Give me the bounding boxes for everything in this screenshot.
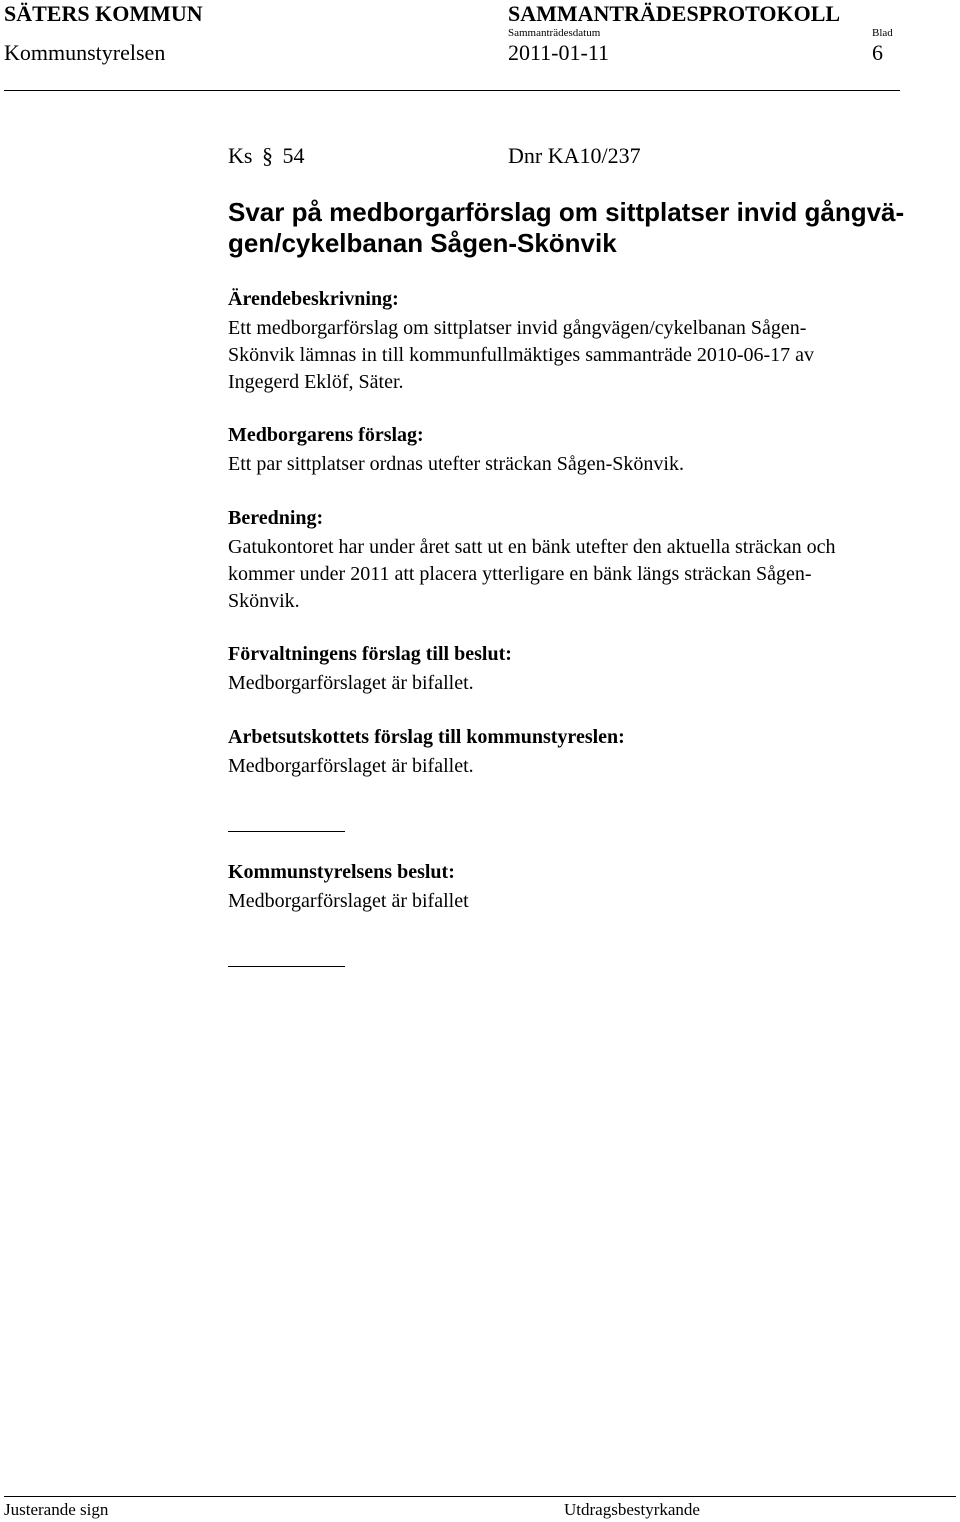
paragraph-line: Medborgarförslaget är bifallet. bbox=[228, 672, 474, 694]
protocol-title: SAMMANTRÄDESPROTOKOLL bbox=[508, 1, 841, 26]
paragraph-line: Medborgarförslaget är bifallet bbox=[228, 890, 469, 912]
separator-rule bbox=[228, 966, 345, 967]
body-name: Kommunstyrelsen bbox=[4, 40, 166, 65]
separator-rule bbox=[228, 831, 345, 832]
section-heading-forvaltningens-forslag: Förvaltningens förslag till beslut: bbox=[228, 643, 512, 665]
section-symbol: § bbox=[261, 143, 273, 168]
meeting-date: 2011-01-11 bbox=[508, 40, 610, 65]
section-heading-beredning: Beredning: bbox=[228, 507, 324, 529]
organization-name: SÄTERS KOMMUN bbox=[4, 1, 203, 26]
case-number bbox=[228, 143, 304, 169]
paragraph-line: Gatukontoret har under året satt ut en bänk utefter den aktuella sträckan och bbox=[228, 536, 836, 558]
document-title-line-2: gen/cykelbanan Sågen-Skönvik bbox=[228, 228, 617, 258]
paragraph-line: kommer under 2011 att placera ytterligare en bänk längs sträckan Sågen- bbox=[228, 563, 812, 585]
case-number-label: Ks bbox=[228, 143, 253, 168]
section-heading-kommunstyrelsens-beslut: Kommunstyrelsens beslut: bbox=[228, 861, 455, 883]
section-heading-medborgarens-forslag: Medborgarens förslag: bbox=[228, 424, 424, 446]
section-heading-arendebeskrivning: Ärendebeskrivning: bbox=[228, 288, 399, 310]
document-title-line-1: Svar på medborgarförslag om sittplatser invid gångvä- bbox=[228, 197, 905, 227]
paragraph-line: Ingegerd Eklöf, Säter. bbox=[228, 371, 404, 393]
paragraph-line: Medborgarförslaget är bifallet. bbox=[228, 755, 474, 777]
paragraph-line: Skönvik lämnas in till kommunfullmäktiges sammanträde 2010-06-17 av bbox=[228, 344, 815, 366]
footer-rule bbox=[4, 1496, 956, 1497]
case-number-value: 54 bbox=[282, 143, 305, 168]
page-label: Blad bbox=[872, 27, 893, 39]
paragraph-line: Ett medborgarförslag om sittplatser invid gångvägen/cykelbanan Sågen- bbox=[228, 317, 807, 339]
section-heading-arbetsutskottets-forslag: Arbetsutskottets förslag till kommunstyreslen: bbox=[228, 726, 625, 748]
date-label: Sammanträdesdatum bbox=[508, 27, 601, 39]
case-reference: Dnr KA10/237 bbox=[508, 143, 641, 168]
paragraph-line: Ett par sittplatser ordnas utefter sträckan Sågen-Skönvik. bbox=[228, 453, 684, 475]
footer-utdragsbestyrkande: Utdragsbestyrkande bbox=[564, 1500, 700, 1519]
paragraph-line: Skönvik. bbox=[228, 590, 300, 612]
header-rule bbox=[4, 90, 900, 91]
footer-justerande-sign: Justerande sign bbox=[4, 1500, 109, 1519]
page-number: 6 bbox=[872, 40, 883, 65]
